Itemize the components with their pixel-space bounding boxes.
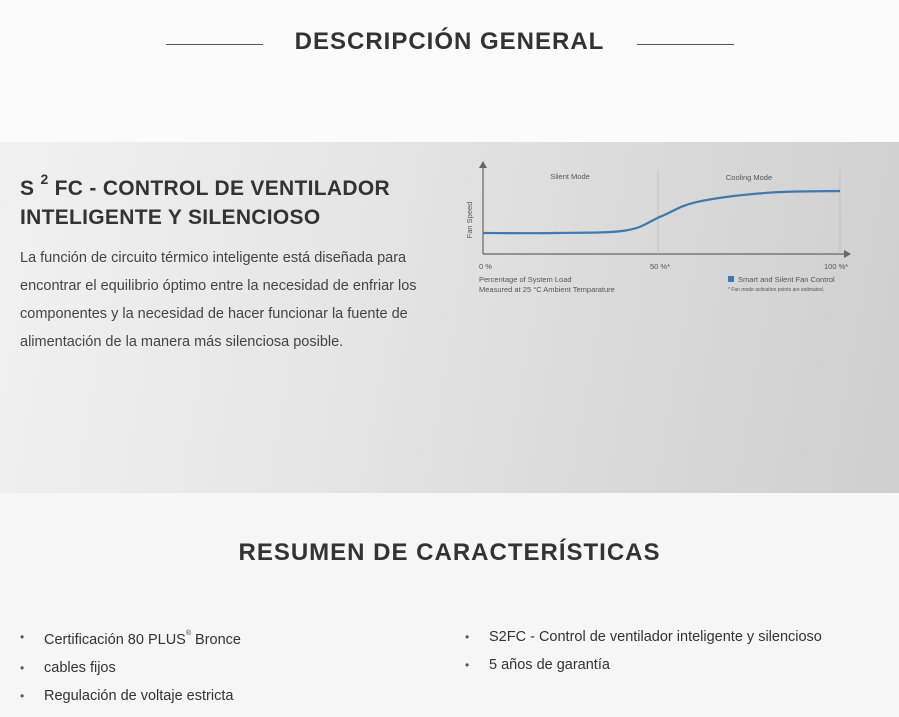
chart-legend-swatch	[728, 276, 734, 282]
chart-x-label: Percentage of System Load	[479, 275, 572, 284]
feature-text: 5 años de garantía	[489, 657, 610, 673]
chart-x-tick-0: 0 %	[479, 262, 492, 271]
bullet-icon: •	[20, 660, 25, 675]
registered-mark: ®	[185, 630, 192, 637]
s2fc-title-prefix: S	[20, 177, 41, 200]
feature-text: Certificación 80 PLUS	[44, 631, 186, 648]
s2fc-description: La función de circuito térmico inteligente está diseñada para encontrar el equilibrio óptimo entre la necesidad de enfriar los componentes y la necesidad de hacer funcionar la fuente de alimentación de la manera más silenciosa posible.	[20, 250, 417, 350]
fan-speed-chart	[458, 158, 868, 308]
chart-region-silent: Silent Mode	[550, 172, 590, 181]
overview-header-section	[0, 0, 899, 142]
chart-series-line	[483, 191, 840, 233]
s2fc-title-superscript: 2	[40, 171, 49, 187]
feature-item	[465, 623, 822, 651]
chart-region-cooling: Cooling Mode	[725, 173, 773, 182]
feature-text-after: Bronce	[191, 631, 241, 648]
chart-legend-label: Smart and Silent Fan Control	[738, 275, 835, 284]
chart-x-axis-arrow	[844, 250, 851, 258]
feature-text: cables fijos	[44, 659, 116, 676]
chart-x-tick-100: 100 %*	[824, 262, 849, 271]
bullet-icon: •	[20, 688, 25, 703]
overview-title: DESCRIPCIÓN GENERAL	[294, 28, 605, 55]
features-list-right	[465, 623, 822, 679]
features-list-left	[20, 623, 241, 710]
bullet-icon: •	[465, 630, 470, 644]
features-summary-section	[0, 493, 899, 717]
feature-item	[20, 654, 241, 682]
summary-title: RESUMEN DE CARACTERÍSTICAS	[238, 539, 661, 566]
overview-title-row	[0, 28, 899, 62]
s2fc-title	[20, 168, 440, 232]
s2fc-title-rest: FC - CONTROL DE VENTILADOR INTELIGENTE Y SILENCIOSO	[20, 177, 390, 229]
feature-text: Regulación de voltaje estricta	[44, 687, 234, 704]
feature-item	[20, 623, 241, 654]
chart-y-axis-arrow	[479, 161, 487, 168]
feature-item	[465, 651, 822, 679]
chart-footnote: * Fan mode activation points are estimated.	[728, 287, 825, 293]
feature-item	[20, 682, 241, 710]
bullet-icon: •	[465, 658, 470, 672]
chart-y-label: Fan Speed	[465, 201, 474, 239]
feature-text: S2FC - Control de ventilador inteligente y silencioso	[489, 629, 822, 645]
bullet-icon: •	[20, 630, 25, 644]
title-divider-right	[637, 44, 734, 45]
chart-x-tick-50: 50 %*	[650, 262, 671, 271]
chart-x-label-sub: Measured at 25 °C Ambient Temparature	[479, 285, 615, 294]
s2fc-feature-section	[0, 142, 899, 493]
